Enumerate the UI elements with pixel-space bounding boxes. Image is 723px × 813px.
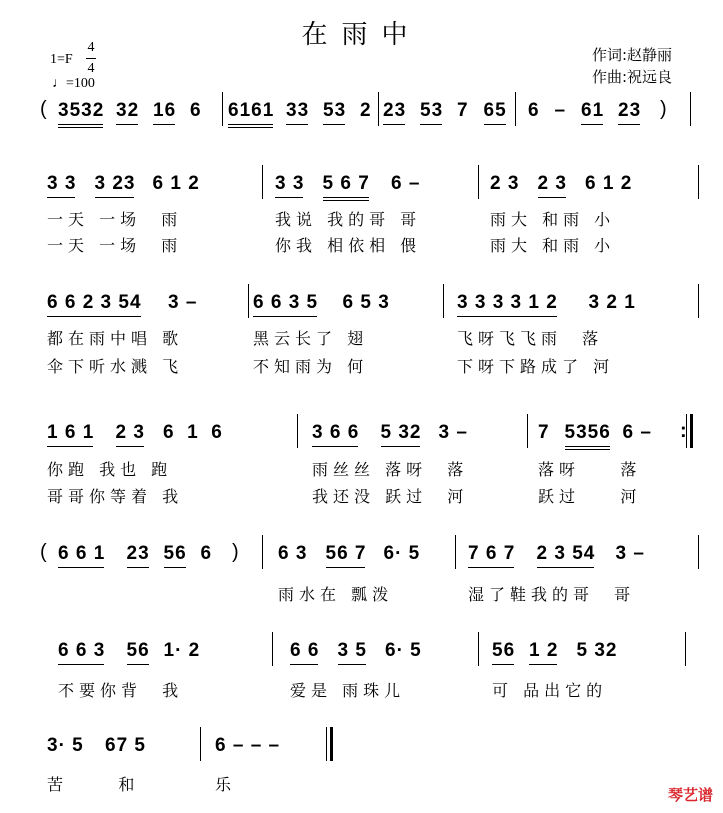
note-group bbox=[153, 173, 200, 195]
underline bbox=[529, 664, 557, 665]
note-group bbox=[105, 735, 146, 757]
lyric-text: 雨大 和雨 小 bbox=[490, 210, 616, 229]
underline bbox=[312, 446, 358, 447]
note-group bbox=[555, 100, 567, 122]
bar-line bbox=[443, 284, 444, 318]
note-text: 5 32 bbox=[576, 640, 618, 661]
key-signature: 1=F bbox=[50, 52, 73, 67]
note-group bbox=[420, 100, 443, 122]
note-group bbox=[468, 543, 515, 565]
underline bbox=[618, 124, 640, 125]
lyric-text: 下呀下路成了 河 bbox=[457, 357, 615, 376]
note-group bbox=[618, 100, 641, 122]
lyric-text: 落呀 落 bbox=[538, 460, 642, 479]
note-group bbox=[58, 100, 104, 122]
note-group bbox=[168, 292, 197, 314]
note-group bbox=[47, 735, 84, 757]
note-group bbox=[47, 173, 76, 195]
underline bbox=[323, 197, 369, 198]
note-group bbox=[391, 173, 420, 195]
note-group bbox=[215, 735, 280, 757]
repeat-end-barline bbox=[686, 414, 693, 448]
lyric-text: 黑云长了 翅 bbox=[253, 329, 369, 348]
underline bbox=[565, 449, 610, 450]
lyric-text: 可 品出它的 bbox=[492, 681, 608, 700]
note-text: 3 3 3 3 1 2 bbox=[457, 292, 558, 313]
open-paren: ( bbox=[40, 541, 47, 563]
note-group bbox=[190, 100, 202, 122]
bar-line bbox=[248, 284, 249, 318]
note-text: 3 6 6 bbox=[312, 422, 360, 443]
note-text: 2 bbox=[360, 100, 372, 121]
note-group bbox=[616, 543, 645, 565]
lyric-text: 雨丝丝 落呀 落 bbox=[312, 460, 469, 479]
note-text: 5 32 bbox=[380, 422, 422, 443]
note-group bbox=[201, 543, 213, 565]
note-text: 6 6 1 bbox=[58, 543, 106, 564]
note-text: 3 – bbox=[168, 292, 198, 313]
underline bbox=[116, 446, 144, 447]
note-group bbox=[343, 292, 390, 314]
note-group bbox=[163, 422, 223, 444]
note-text: 1 2 bbox=[529, 640, 559, 661]
note-text: 5356 bbox=[564, 422, 611, 443]
note-text: 3532 bbox=[58, 100, 105, 121]
note-group bbox=[384, 543, 421, 565]
note-text: 2 3 54 bbox=[536, 543, 596, 564]
note-group bbox=[286, 100, 309, 122]
note-text: 7 6 7 bbox=[468, 543, 516, 564]
note-text: 6 6 3 5 bbox=[253, 292, 319, 313]
lyric-text: 不知雨为 何 bbox=[253, 357, 369, 376]
underline bbox=[484, 124, 506, 125]
note-text: 6 1 2 bbox=[585, 173, 633, 194]
note-group bbox=[253, 292, 318, 314]
note-text: 6 bbox=[528, 100, 540, 121]
underline bbox=[492, 664, 514, 665]
note-group bbox=[623, 422, 652, 444]
underline bbox=[381, 446, 421, 447]
note-group bbox=[439, 422, 468, 444]
notation-line bbox=[0, 543, 723, 583]
lyric-text: 都在雨中唱 歌 bbox=[47, 329, 184, 348]
note-text: 6 – bbox=[622, 422, 652, 443]
note-text: 2 3 bbox=[115, 422, 145, 443]
underline bbox=[538, 197, 566, 198]
song-title: 在雨中 bbox=[301, 20, 422, 50]
note-text: 6 bbox=[200, 543, 213, 564]
note-text: 6 1 2 bbox=[152, 173, 200, 194]
note-group bbox=[312, 422, 359, 444]
note-group bbox=[290, 640, 319, 662]
note-text: 3 3 bbox=[47, 173, 77, 194]
lyric-text: 一天 一场 雨 bbox=[47, 236, 183, 255]
note-text: 61 bbox=[581, 100, 605, 121]
underline bbox=[383, 124, 405, 125]
bar-line bbox=[200, 727, 201, 761]
notation-line bbox=[0, 100, 723, 140]
note-group bbox=[565, 422, 611, 444]
note-group bbox=[457, 292, 558, 314]
note-group bbox=[47, 422, 94, 444]
note-text: 3· 5 bbox=[47, 735, 84, 756]
note-group bbox=[228, 100, 274, 122]
lyric-text: 一天 一场 雨 bbox=[47, 210, 183, 229]
note-group bbox=[164, 543, 187, 565]
note-text: 5 6 7 bbox=[322, 173, 370, 194]
bar-line bbox=[698, 535, 699, 569]
note-group bbox=[127, 640, 150, 662]
underline bbox=[58, 664, 104, 665]
open-paren: ( bbox=[40, 98, 47, 120]
note-text: 3 3 bbox=[275, 173, 305, 194]
time-bottom: 4 bbox=[87, 61, 95, 76]
note-group bbox=[127, 543, 150, 565]
close-paren: ) bbox=[232, 541, 239, 563]
bar-line bbox=[690, 92, 691, 126]
lyric-text: 我说 我的哥 哥 bbox=[275, 210, 422, 229]
note-group bbox=[116, 100, 139, 122]
note-group bbox=[585, 173, 632, 195]
note-group bbox=[538, 422, 550, 444]
underline bbox=[338, 664, 366, 665]
note-group bbox=[360, 100, 372, 122]
bar-line bbox=[698, 165, 699, 199]
note-text: 53 bbox=[323, 100, 347, 121]
bar-line bbox=[478, 165, 479, 199]
time-top: 4 bbox=[87, 40, 95, 55]
lyric-text: 雨水在 瓢泼 bbox=[278, 585, 394, 604]
note-group bbox=[457, 100, 469, 122]
close-paren: ) bbox=[660, 98, 667, 120]
note-group bbox=[538, 173, 567, 195]
underline bbox=[95, 197, 135, 198]
underline bbox=[326, 567, 366, 568]
underline bbox=[228, 124, 273, 125]
notation-line bbox=[0, 735, 723, 775]
note-text: 3 2 1 bbox=[588, 292, 636, 313]
note-group bbox=[537, 543, 596, 565]
underline bbox=[47, 446, 93, 447]
note-group bbox=[323, 100, 346, 122]
lyric-text: 湿了鞋我的哥 哥 bbox=[468, 585, 636, 604]
lyric-text: 我还没 跃过 河 bbox=[312, 487, 469, 506]
composer: 作曲:祝远良 bbox=[592, 68, 673, 86]
note-group bbox=[581, 100, 604, 122]
underline bbox=[581, 124, 603, 125]
bar-line bbox=[262, 535, 263, 569]
note-group bbox=[492, 640, 515, 662]
bar-line bbox=[527, 414, 528, 448]
time-signature bbox=[86, 40, 96, 77]
underline bbox=[420, 124, 442, 125]
note-group bbox=[278, 543, 307, 565]
note-group bbox=[577, 640, 618, 662]
note-text: 65 bbox=[483, 100, 507, 121]
note-group bbox=[381, 422, 422, 444]
lyric-text: 飞呀飞飞雨 落 bbox=[457, 329, 604, 348]
lyric-text: 你我 相依相 偎 bbox=[275, 236, 422, 255]
note-text: 1 6 1 bbox=[47, 422, 95, 443]
lyric-text: 苦 和 bbox=[47, 775, 140, 794]
underline bbox=[127, 567, 149, 568]
note-group bbox=[383, 100, 406, 122]
note-text: 23 bbox=[383, 100, 407, 121]
lyric-text: 伞下听水溅 飞 bbox=[47, 357, 184, 376]
note-text: 56 bbox=[492, 640, 516, 661]
note-group bbox=[95, 173, 136, 195]
underline bbox=[457, 316, 557, 317]
note-text: 6161 bbox=[228, 100, 275, 121]
note-text: 6 6 bbox=[290, 640, 320, 661]
note-text: 7 bbox=[457, 100, 469, 121]
lyric-text: 雨大 和雨 小 bbox=[490, 236, 616, 255]
note-group bbox=[275, 173, 304, 195]
lyric-text: 爱是 雨珠儿 bbox=[290, 681, 406, 700]
underline bbox=[290, 664, 318, 665]
note-group bbox=[326, 543, 367, 565]
note-text: 23 bbox=[618, 100, 642, 121]
underline bbox=[47, 316, 141, 317]
note-text: 32 bbox=[116, 100, 140, 121]
note-text: 7 bbox=[538, 422, 550, 443]
note-group bbox=[58, 640, 105, 662]
lyric-text: 不要你背 我 bbox=[58, 681, 184, 700]
bar-line bbox=[297, 414, 298, 448]
underline bbox=[537, 567, 595, 568]
underline bbox=[127, 664, 149, 665]
underline bbox=[164, 567, 186, 568]
underline bbox=[286, 124, 308, 125]
bar-line bbox=[478, 632, 479, 666]
note-group bbox=[58, 543, 105, 565]
note-group bbox=[528, 100, 540, 122]
note-text: 56 bbox=[126, 640, 150, 661]
note-text: 3 – bbox=[615, 543, 645, 564]
note-text: 67 5 bbox=[105, 735, 146, 756]
site-logo: 琴艺谱 bbox=[667, 786, 713, 804]
note-group bbox=[153, 100, 176, 122]
underline bbox=[58, 127, 103, 128]
note-group bbox=[589, 292, 636, 314]
note-text: 6 6 3 bbox=[58, 640, 106, 661]
underline bbox=[228, 127, 273, 128]
note-text: 23 bbox=[126, 543, 150, 564]
tempo-marking: ♩=100 bbox=[52, 76, 95, 91]
note-text: 6 bbox=[190, 100, 202, 121]
underline bbox=[153, 124, 175, 125]
underline bbox=[275, 197, 303, 198]
note-text: 6 5 3 bbox=[342, 292, 390, 313]
note-text: 6 3 bbox=[278, 543, 308, 564]
underline bbox=[565, 446, 610, 447]
underline bbox=[323, 200, 369, 201]
note-group bbox=[47, 292, 142, 314]
underline bbox=[253, 316, 317, 317]
underline bbox=[47, 197, 75, 198]
note-text: 3 23 bbox=[94, 173, 136, 194]
bar-line bbox=[378, 92, 379, 126]
note-text: 6 – bbox=[391, 173, 421, 194]
bar-line bbox=[455, 535, 456, 569]
note-group bbox=[484, 100, 507, 122]
note-text: 3 5 bbox=[337, 640, 367, 661]
underline bbox=[468, 567, 514, 568]
note-group bbox=[164, 640, 201, 662]
underline bbox=[116, 124, 138, 125]
note-text: 2 3 bbox=[537, 173, 567, 194]
note-group bbox=[323, 173, 370, 195]
note-text: 3 – bbox=[438, 422, 468, 443]
notation-line bbox=[0, 640, 723, 680]
note-group bbox=[385, 640, 422, 662]
note-group bbox=[529, 640, 558, 662]
note-group bbox=[116, 422, 145, 444]
bar-line bbox=[222, 92, 223, 126]
note-text: 56 bbox=[163, 543, 187, 564]
bar-line bbox=[262, 165, 263, 199]
note-text: 6 – – – bbox=[215, 735, 281, 756]
note-text: 16 bbox=[153, 100, 177, 121]
lyric-text: 乐 bbox=[215, 775, 237, 794]
note-text: 53 bbox=[420, 100, 444, 121]
lyric-text: 跃过 河 bbox=[538, 487, 642, 506]
note-text: 6· 5 bbox=[383, 543, 421, 564]
notation-line bbox=[0, 422, 723, 462]
underline bbox=[58, 124, 103, 125]
underline bbox=[58, 567, 104, 568]
note-text: – bbox=[554, 100, 567, 121]
note-text: 6 1 6 bbox=[163, 422, 223, 443]
note-group bbox=[338, 640, 367, 662]
note-text: 56 7 bbox=[325, 543, 367, 564]
note-text: 1· 2 bbox=[163, 640, 201, 661]
repeat-dots: : bbox=[680, 420, 687, 442]
note-text: 2 3 bbox=[490, 173, 520, 194]
bar-line bbox=[272, 632, 273, 666]
note-text: 6· 5 bbox=[385, 640, 422, 661]
note-text: 6 6 2 3 54 bbox=[47, 292, 142, 313]
lyric-text: 你跑 我也 跑 bbox=[47, 460, 173, 479]
bar-line bbox=[685, 632, 686, 666]
note-group bbox=[490, 173, 519, 195]
lyricist: 作词:赵静丽 bbox=[592, 46, 673, 64]
underline bbox=[323, 124, 345, 125]
lyric-text: 哥哥你等着 我 bbox=[47, 487, 184, 506]
bar-line bbox=[515, 92, 516, 126]
final-barline bbox=[326, 727, 333, 761]
note-text: 33 bbox=[286, 100, 310, 121]
bar-line bbox=[698, 284, 699, 318]
